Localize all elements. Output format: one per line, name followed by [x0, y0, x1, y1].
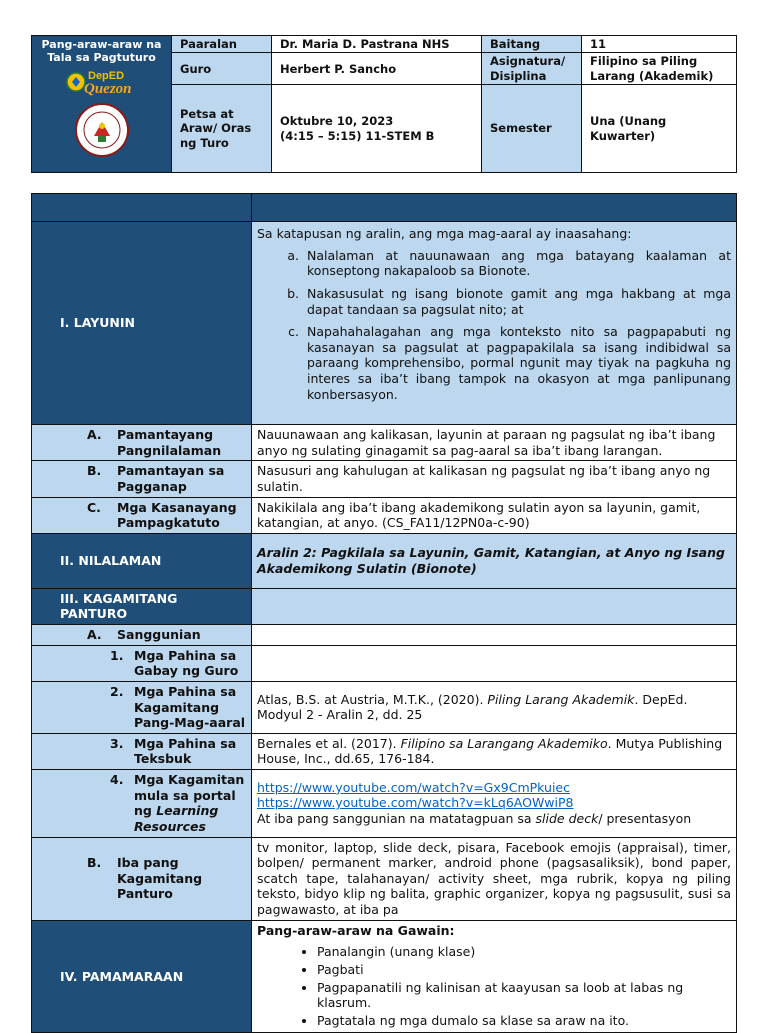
- learning-resources-label: Mga Kagamitan mula sa portal ng: [134, 772, 245, 819]
- lesson-plan-table: [31, 193, 737, 1033]
- nilalaman-label: II. NILALAMAN: [32, 533, 252, 588]
- iba-pang-kagamitan-text: tv monitor, laptop, slide deck, pisara, Facebook emojis (appraisal), timer, bolpen/ permanent marker, android phone (pagsasaliksik), bond paper, scatch tape, talahanayan/ activity sheet, mga rubrik, kopya ng piling teksto, bidyo klip ng balita, graphic organizer, kopya ng pagsusulit, susi sa pagwawasto, at iba pa: [252, 837, 737, 920]
- baitang-value: 11: [582, 36, 737, 53]
- table-header-row: [32, 194, 737, 222]
- item-number: A.: [87, 427, 102, 442]
- pamantayan-sa-pagganap-label: Pamantayan sa Pagganap: [117, 463, 225, 494]
- item-number: 2.: [110, 683, 124, 699]
- petsa-label: Petsa at Araw/ Oras ng Turo: [172, 85, 272, 173]
- item-number: 4.: [110, 772, 124, 787]
- layunin-row: [32, 222, 737, 425]
- kasanayang-pampagkatuto-row: [32, 497, 737, 533]
- citation-title: Piling Larang Akademik: [487, 691, 635, 707]
- note-text: At iba pang sanggunian na matatagpuan sa: [257, 811, 536, 827]
- semester-value: Una (Unang Kuwarter): [582, 85, 737, 173]
- iba-pang-kagamitan-label: Iba pang Kagamitang Panturo: [117, 855, 203, 902]
- teksbuk-label: Mga Pahina sa Teksbuk: [134, 735, 237, 767]
- petsa-time: (4:15 – 5:15) 11-STEM B: [280, 128, 435, 143]
- petsa-date: Oktubre 10, 2023: [280, 114, 394, 129]
- layunin-intro: Sa katapusan ng aralin, ang mga mag-aaral ay inaasahang:: [257, 226, 632, 241]
- kagamitang-panturo-row: [32, 588, 737, 624]
- school-seal: [76, 104, 128, 156]
- pamantayang-pangnilalaman-label: Pamantayang Pangnilalaman: [117, 427, 222, 458]
- list-item: • Pagbati: [317, 962, 731, 978]
- paaralan-label: Paaralan: [172, 36, 272, 53]
- iba-pang-kagamitan-row: [32, 837, 737, 920]
- kagamitang-mag-aaral-row: [32, 681, 737, 733]
- nilalaman-row: [32, 533, 737, 588]
- pamamaraan-label: IV. PAMAMARAAN: [32, 920, 252, 1033]
- item-number: A.: [87, 627, 102, 642]
- asignatura-value: Filipino sa Piling Larang (Akademik): [582, 53, 737, 85]
- teksbuk-row: [32, 733, 737, 769]
- citation-text: Bernales et al. (2017).: [257, 735, 401, 751]
- sanggunian-label: Sanggunian: [117, 627, 201, 642]
- pamantayan-sa-pagganap-text: Nasusuri ang kahulugan at kalikasan ng pagsulat ng iba’t ibang anyo ng sulatin.: [252, 461, 737, 497]
- citation-text: Atlas, B.S. at Austria, M.T.K., (2020).: [257, 691, 488, 707]
- pamamaraan-row: [32, 920, 737, 1033]
- header-table: [31, 35, 737, 173]
- deped-quezon-logo: [67, 70, 132, 97]
- nilalaman-text: Aralin 2: Pagkilala sa Layunin, Gamit, Katangian, at Anyo ng Isang Akademikong Sulatin (Bionote): [252, 533, 737, 588]
- list-item: a. Nalalaman at nauunawaan ang mga batayang kaalaman at konseptong nakapaloob sa Bionote.: [303, 248, 731, 279]
- gabay-ng-guro-text: [252, 645, 737, 681]
- citation-text: . DepEd. Modyul 2 - Aralin 2, dd. 25: [257, 691, 688, 723]
- kagamitang-mag-aaral-label: Mga Pahina sa Kagamitang Pang-Mag-aaral: [134, 683, 246, 731]
- list-item: b. Nakasusulat ng isang bionote gamit ang mga hakbang at mga dapat tandaan sa pagsulat nito; at: [303, 286, 731, 317]
- header-cell-left: [32, 194, 252, 222]
- pamantayan-sa-pagganap-row: [32, 461, 737, 497]
- deped-logo-text: DepED: [87, 70, 124, 83]
- teksbuk-text: [252, 733, 737, 769]
- learning-resources-label-italic: Learning Resources: [134, 803, 219, 834]
- guro-label: Guro: [172, 53, 272, 85]
- doc-title: Pang-araw-araw na Tala sa Pagtuturo: [41, 38, 162, 65]
- asignatura-label: Asignatura/ Disiplina: [482, 53, 582, 85]
- gabay-ng-guro-label: Mga Pahina sa Gabay ng Guro: [134, 647, 239, 679]
- list-item: c. Napahahalagahan ang mga konteksto nito sa pagpapabuti ng kasanayan sa pagsulat at pagpapakilala sa isang indibidwal sa paraang komprehensibo, pormal ngunit may tiyak na pagkuha ng interes sa iba’t ibang tampok na okasyon at mga panlipunang konbersasyon.: [303, 324, 731, 402]
- kagamitang-panturo-label: III. KAGAMITANG PANTURO: [32, 588, 252, 624]
- quezon-logo-text: Quezon: [83, 81, 132, 98]
- youtube-link-2[interactable]: https://www.youtube.com/watch?v=kLq6AOWwiP8: [257, 795, 574, 811]
- kasanayang-pampagkatuto-text: Nakikilala ang iba’t ibang akademikong sulatin ayon sa layunin, gamit, katangian, at anyo. (CS_FA11/12PN0a-c-90): [252, 497, 737, 533]
- kasanayang-pampagkatuto-label: Mga Kasanayang Pampagkatuto: [117, 499, 237, 531]
- pamamaraan-list: [257, 944, 731, 1028]
- layunin-list: [257, 248, 731, 403]
- note-text: / presentasyon: [598, 811, 692, 827]
- sanggunian-row: [32, 625, 737, 646]
- guro-value: Herbert P. Sancho: [272, 53, 482, 85]
- item-number: B.: [87, 463, 102, 479]
- learning-resources-row: [32, 770, 737, 838]
- slide-deck-note: [257, 811, 731, 827]
- item-number: 1.: [110, 647, 124, 663]
- kagamitang-mag-aaral-text: [252, 681, 737, 733]
- item-number: 3.: [110, 735, 124, 751]
- learning-resources-content: [252, 770, 737, 838]
- pamantayang-pangnilalaman-row: [32, 425, 737, 461]
- layunin-content: [252, 222, 737, 425]
- item-number: C.: [87, 499, 101, 515]
- school-logos: [42, 64, 162, 159]
- layunin-label: I. LAYUNIN: [32, 222, 252, 425]
- list-item: • Pagtatala ng mga dumalo sa klase sa araw na ito.: [317, 1013, 731, 1029]
- pamamaraan-heading: Pang-araw-araw na Gawain:: [257, 922, 455, 938]
- youtube-link-1[interactable]: https://www.youtube.com/watch?v=Gx9CmPkuiec: [257, 779, 570, 795]
- item-number: B.: [87, 855, 102, 871]
- semester-label: Semester: [482, 85, 582, 173]
- pamamaraan-content: [252, 920, 737, 1033]
- list-item: • Panalangin (unang klase): [317, 944, 731, 960]
- pamantayang-pangnilalaman-text: Nauunawaan ang kalikasan, layunin at paraan ng pagsulat ng iba’t ibang anyo ng sulating ginagamit sa pag-aaral sa iba’t ibang larangan.: [252, 425, 737, 461]
- citation-title: Filipino sa Larangang Akademiko: [400, 735, 608, 751]
- paaralan-value: Dr. Maria D. Pastrana NHS: [272, 36, 482, 53]
- gabay-ng-guro-row: [32, 645, 737, 681]
- petsa-value: [272, 85, 482, 173]
- header-cell-right: [252, 194, 737, 222]
- list-item: • Pagpapanatili ng kalinisan at kaayusan sa loob at labas ng klasrum.: [317, 980, 731, 1011]
- baitang-label: Baitang: [482, 36, 582, 53]
- citation-text: . Mutya Publishing House, Inc., dd.65, 176-184.: [257, 735, 723, 767]
- school-branding: [32, 36, 172, 173]
- note-italic: slide deck: [535, 811, 599, 827]
